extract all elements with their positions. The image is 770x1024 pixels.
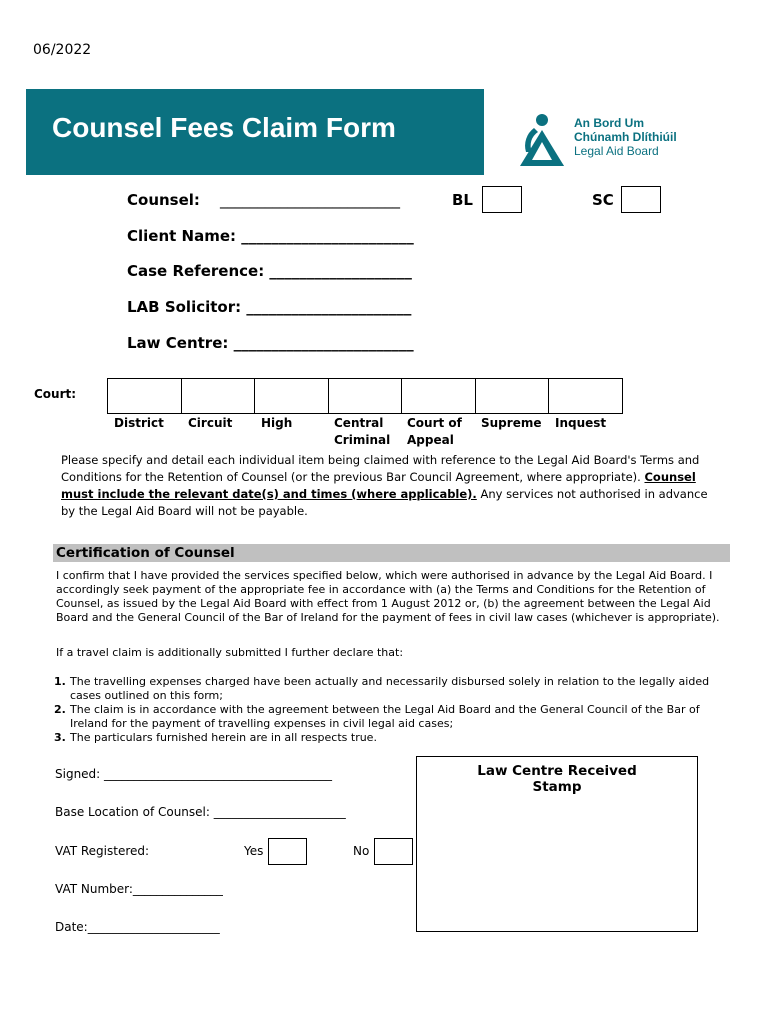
certification-statement: I confirm that I have provided the services specified below, which were authorised in advance by the Legal Aid Board. I accordingly seek payment of the appropriate fee in accordance with (a) the Terms and Conditions for the Retention of Counsel, as issued by the Legal Aid Board with effect from 1 August 2012 or, (b) the agreement between the Legal Aid Board and the General Council of the Bar of Ireland for the payment of fees in civil law cases (whichever is appropriate). — [56, 569, 720, 624]
bl-label: BL — [452, 191, 473, 209]
court-option-high: High — [261, 416, 293, 430]
list-item: 2. The claim is in accordance with the agreement between the Legal Aid Board and the General Council of the Bar of Ireland for the payment of travelling expenses in civil legal aid cases; — [54, 703, 700, 730]
instructions-paragraph: Please specify and detail each individual item being claimed with reference to the Legal Aid Board's Terms and Conditions for the Retention of Counsel (or the previous Bar Council Agreement, where appropriate). Counsel must include the relevant date(s) and times (where applicable). Any services not authorised in advance by the Legal Aid Board will not be payable. — [61, 453, 708, 518]
vat-registered-label: VAT Registered: — [55, 844, 150, 858]
list-item: 3. The particulars furnished herein are in all respects true. — [54, 731, 377, 744]
date-field[interactable]: Date:______________________ — [55, 920, 220, 934]
court-box-supreme[interactable] — [476, 379, 550, 413]
vat-no-label: No — [353, 844, 370, 858]
base-location-field[interactable]: Base Location of Counsel: ______________________ — [55, 805, 346, 819]
law-centre-field[interactable]: Law Centre: ________________________ — [127, 334, 414, 352]
court-box-circuit[interactable] — [182, 379, 256, 413]
list-item: 1. The travelling expenses charged have been actually and necessarily disbursed solely in relation to the legally aided cases outlined on this form; — [54, 675, 710, 702]
court-option-court-of-appeal: Court of Appeal — [407, 416, 462, 447]
form-version-date: 06/2022 — [33, 42, 92, 58]
court-box-district[interactable] — [108, 379, 182, 413]
logo-wordmark — [574, 116, 677, 158]
court-option-district: District — [114, 416, 164, 430]
court-box-inquest[interactable] — [549, 379, 622, 413]
counsel-field[interactable]: ________________________ — [220, 191, 400, 209]
page-title: Counsel Fees Claim Form — [52, 112, 396, 143]
logo-line-english: Legal Aid Board — [574, 144, 659, 158]
court-option-supreme: Supreme — [481, 416, 542, 430]
counsel-label: Counsel: — [127, 191, 200, 209]
court-selection-grid — [107, 378, 623, 414]
legal-aid-board-logo-icon — [518, 112, 578, 172]
logo-line-irish-2: Chúnamh Dlíthiúil — [574, 130, 677, 144]
case-reference-field[interactable]: Case Reference: ___________________ — [127, 262, 412, 280]
court-option-inquest: Inquest — [555, 416, 607, 430]
court-box-high[interactable] — [255, 379, 329, 413]
certification-heading: Certification of Counsel — [56, 545, 235, 561]
court-label: Court: — [34, 387, 77, 401]
court-box-central-criminal[interactable] — [329, 379, 403, 413]
logo-line-irish-1: An Bord Um — [574, 116, 644, 130]
court-option-central-criminal: Central Criminal — [334, 416, 391, 447]
sc-label: SC — [592, 191, 614, 209]
law-centre-stamp-box — [416, 756, 698, 932]
court-box-court-of-appeal[interactable] — [402, 379, 476, 413]
signature-field[interactable]: Signed: ______________________________________ — [55, 767, 333, 781]
vat-number-field[interactable]: VAT Number:_______________ — [55, 882, 223, 896]
client-name-field[interactable]: Client Name: _______________________ — [127, 227, 414, 245]
vat-yes-checkbox[interactable] — [268, 838, 307, 865]
vat-no-checkbox[interactable] — [374, 838, 413, 865]
bl-checkbox[interactable] — [482, 186, 522, 213]
court-option-circuit: Circuit — [188, 416, 233, 430]
lab-solicitor-field[interactable]: LAB Solicitor: ______________________ — [127, 298, 412, 316]
declaration-list — [54, 675, 719, 745]
stamp-title: Law Centre Received Stamp — [477, 763, 637, 795]
travel-claim-declaration: If a travel claim is additionally submitted I further declare that: — [56, 646, 404, 659]
sc-checkbox[interactable] — [621, 186, 661, 213]
logo-head-shape — [536, 114, 548, 126]
vat-yes-label: Yes — [244, 844, 264, 858]
